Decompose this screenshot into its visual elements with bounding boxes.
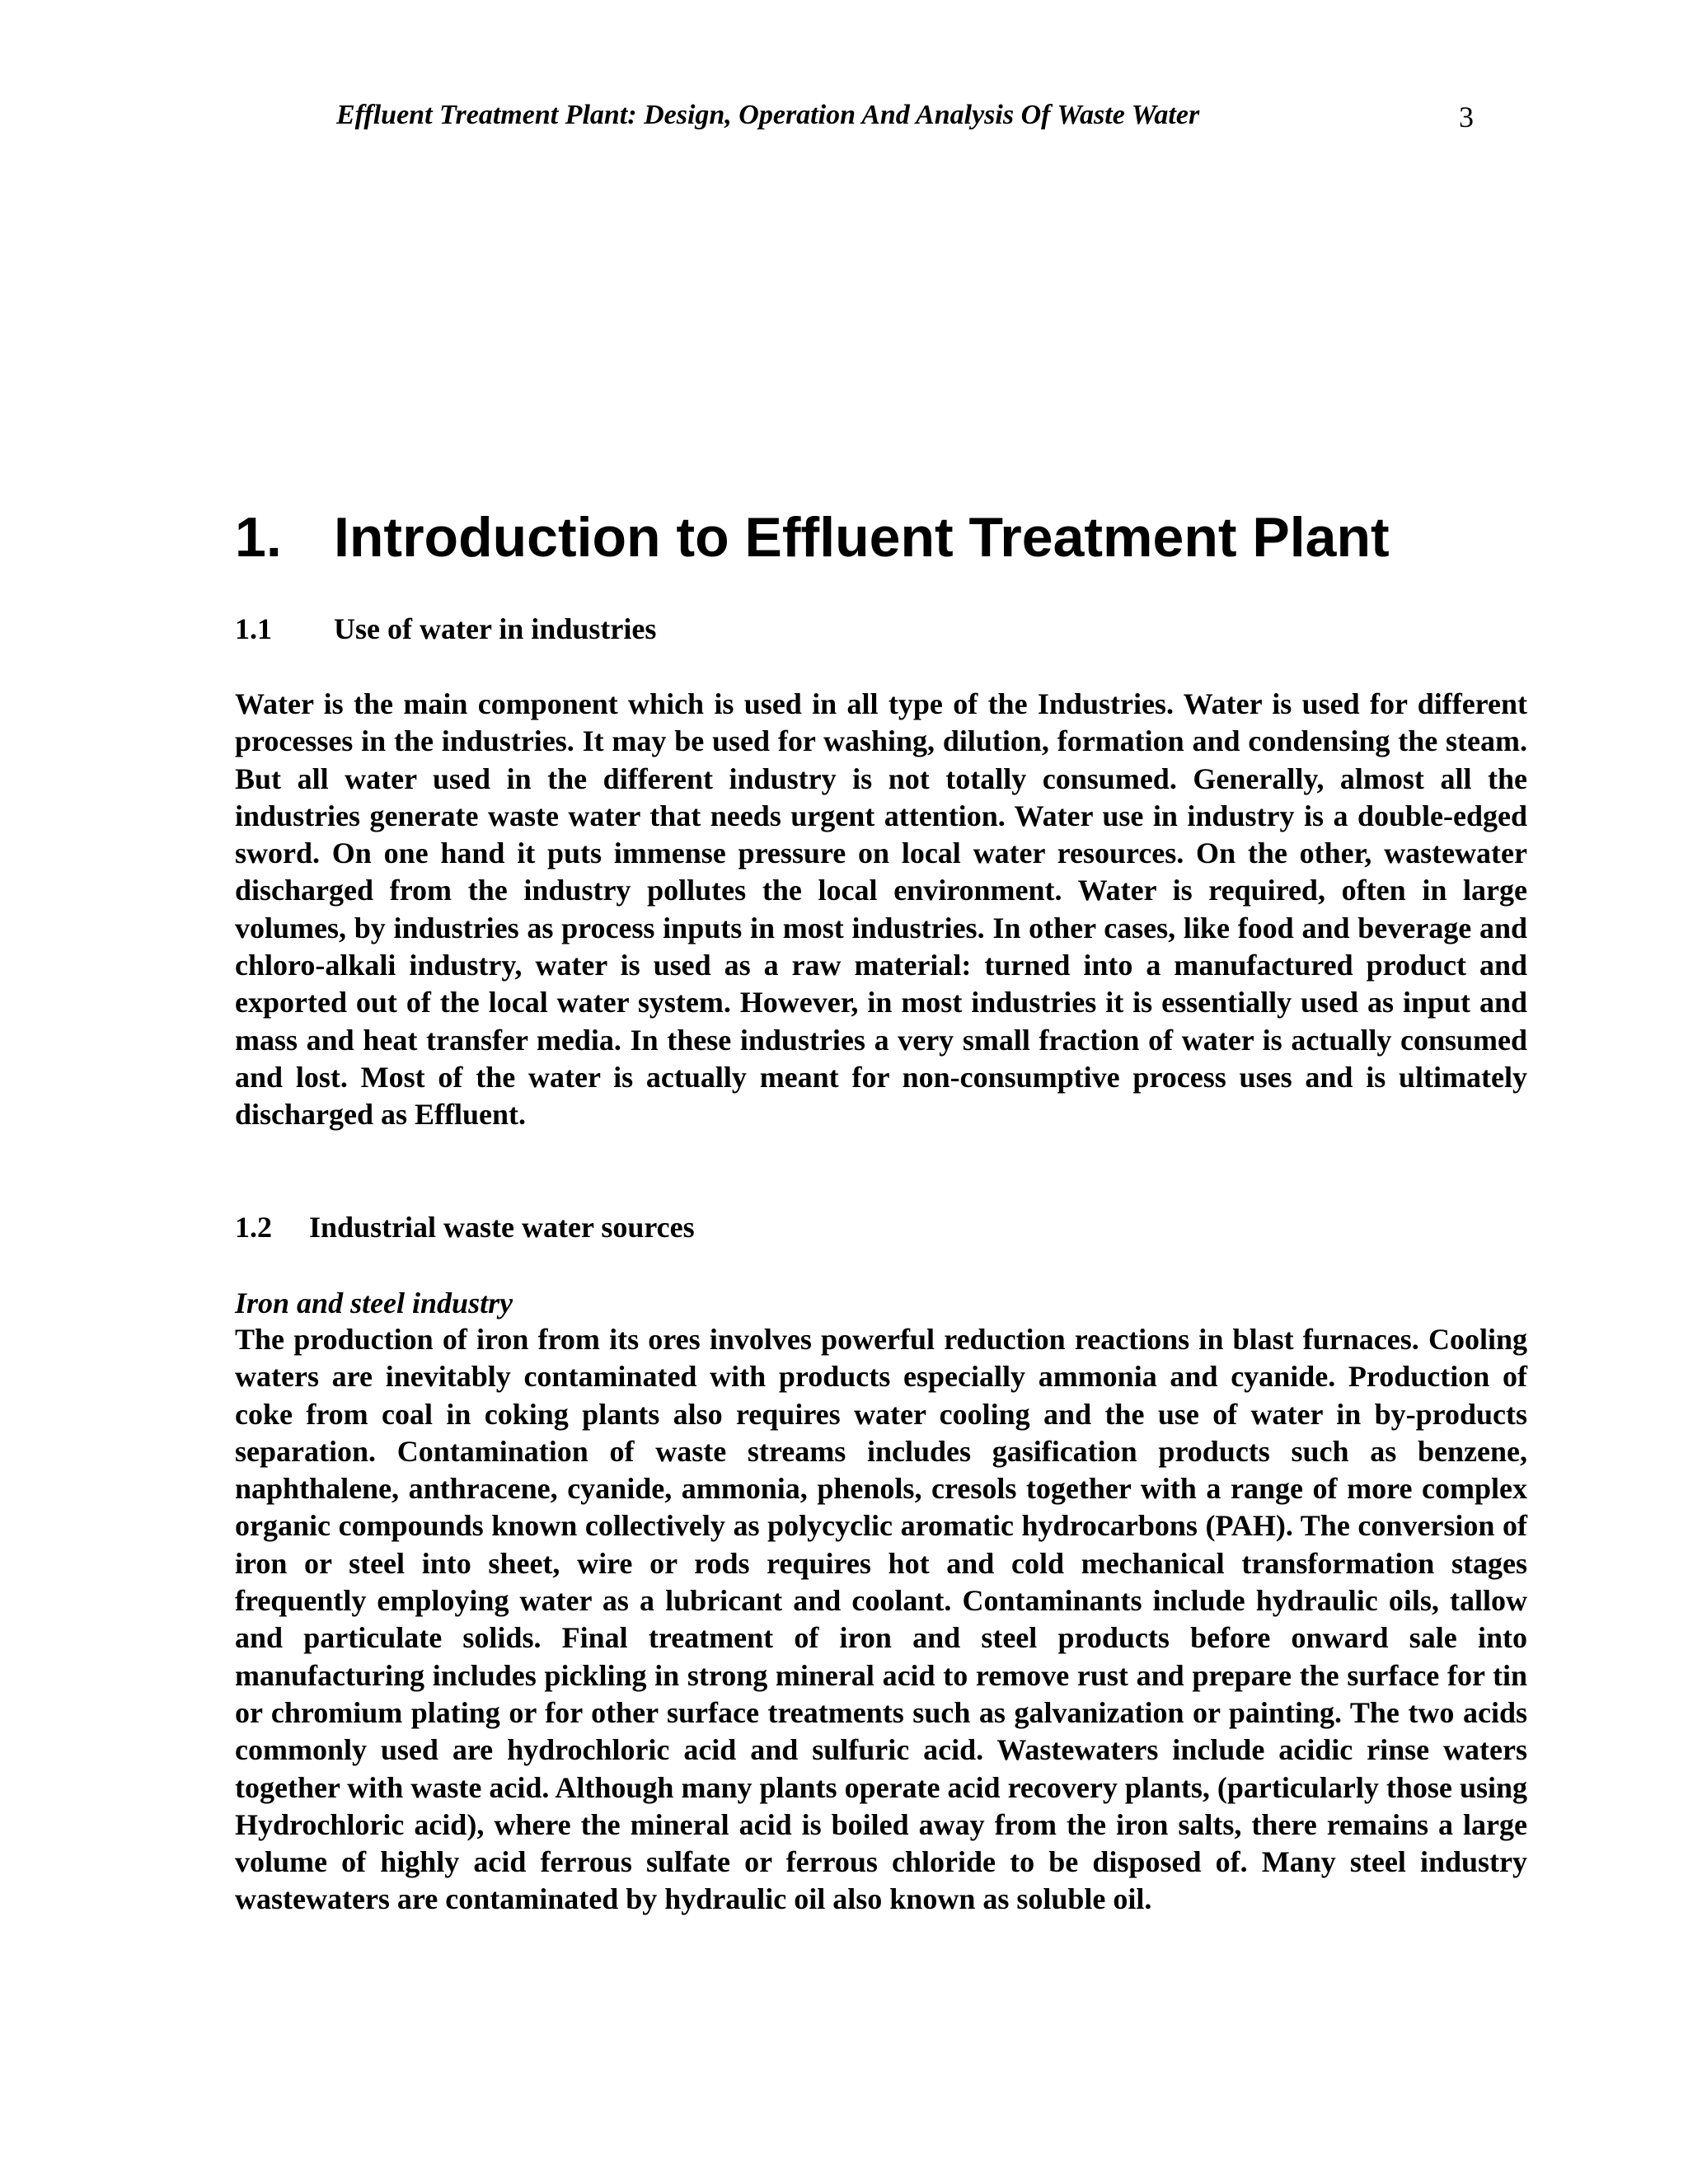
chapter-number: 1.	[235, 506, 282, 569]
section-heading-1-1	[235, 610, 656, 648]
subheading-iron-steel: Iron and steel industry	[235, 1286, 513, 1319]
section-number: 1.2	[235, 1211, 272, 1244]
section-heading-1-2	[235, 1208, 695, 1246]
section-number: 1.1	[235, 612, 272, 645]
page-number: 3	[1459, 101, 1474, 134]
body-paragraph-iron-steel: The production of iron from its ores involves powerful reduction reactions in blast furnaces. Cooling waters are inevitably contaminated with products especially ammonia and cyanide. Production of coke from coal in coking plants also requires water cooling and the use of water in by-products separation. Contamination of waste streams includes gasification products such as benzene, naphthalene, anthracene, cyanide, ammonia, phenols, cresols together with a range of more complex organic compounds known collectively as polycyclic aromatic hydrocarbons (PAH). The conversion of iron or steel into sheet, wire or rods requires hot and cold mechanical transformation stages frequently employing water as a lubricant and coolant. Contaminants include hydraulic oils, tallow and particulate solids. Final treatment of iron and steel products before onward sale into manufacturing includes pickling in strong mineral acid to remove rust and prepare the surface for tin or chromium plating or for other surface treatments such as galvanization or painting. The two acids commonly used are hydrochloric acid and sulfuric acid. Wastewaters include acidic rinse waters together with waste acid. Although many plants operate acid recovery plants, (particularly those using Hydrochloric acid), where the mineral acid is boiled away from the iron salts, there remains a large volume of highly acid ferrous sulfate or ferrous chloride to be disposed of. Many steel industry wastewaters are contaminated by hydraulic oil also known as soluble oil.	[235, 1323, 1527, 1916]
body-paragraph-water-use: Water is the main component which is used in all type of the Industries. Water is used for different processes in the industries. It may be used for washing, dilution, formation and condensing the steam. But all water used in the different industry is not totally consumed. Generally, almost all the industries generate waste water that needs urgent attention. Water use in industry is a double-edged sword. On one hand it puts immense pressure on local water resources. On the other, wastewater discharged from the industry pollutes the local environment. Water is required, often in large volumes, by industries as process inputs in most industries. In other cases, like food and beverage and chloro-alkali industry, water is used as a raw material: turned into a manufactured product and exported out of the local water system. However, in most industries it is essentially used as input and mass and heat transfer media. In these industries a very small fraction of water is actually consumed and lost. Most of the water is actually meant for non-consumptive process uses and is ultimately discharged as Effluent.	[235, 687, 1527, 1132]
section-title: Use of water in industries	[334, 612, 657, 645]
chapter-heading	[235, 504, 1390, 570]
section-title: Industrial waste water sources	[309, 1211, 695, 1244]
chapter-title: Introduction to Effluent Treatment Plant	[334, 506, 1390, 569]
running-header: Effluent Treatment Plant: Design, Operation And Analysis Of Waste Water	[336, 100, 1200, 130]
